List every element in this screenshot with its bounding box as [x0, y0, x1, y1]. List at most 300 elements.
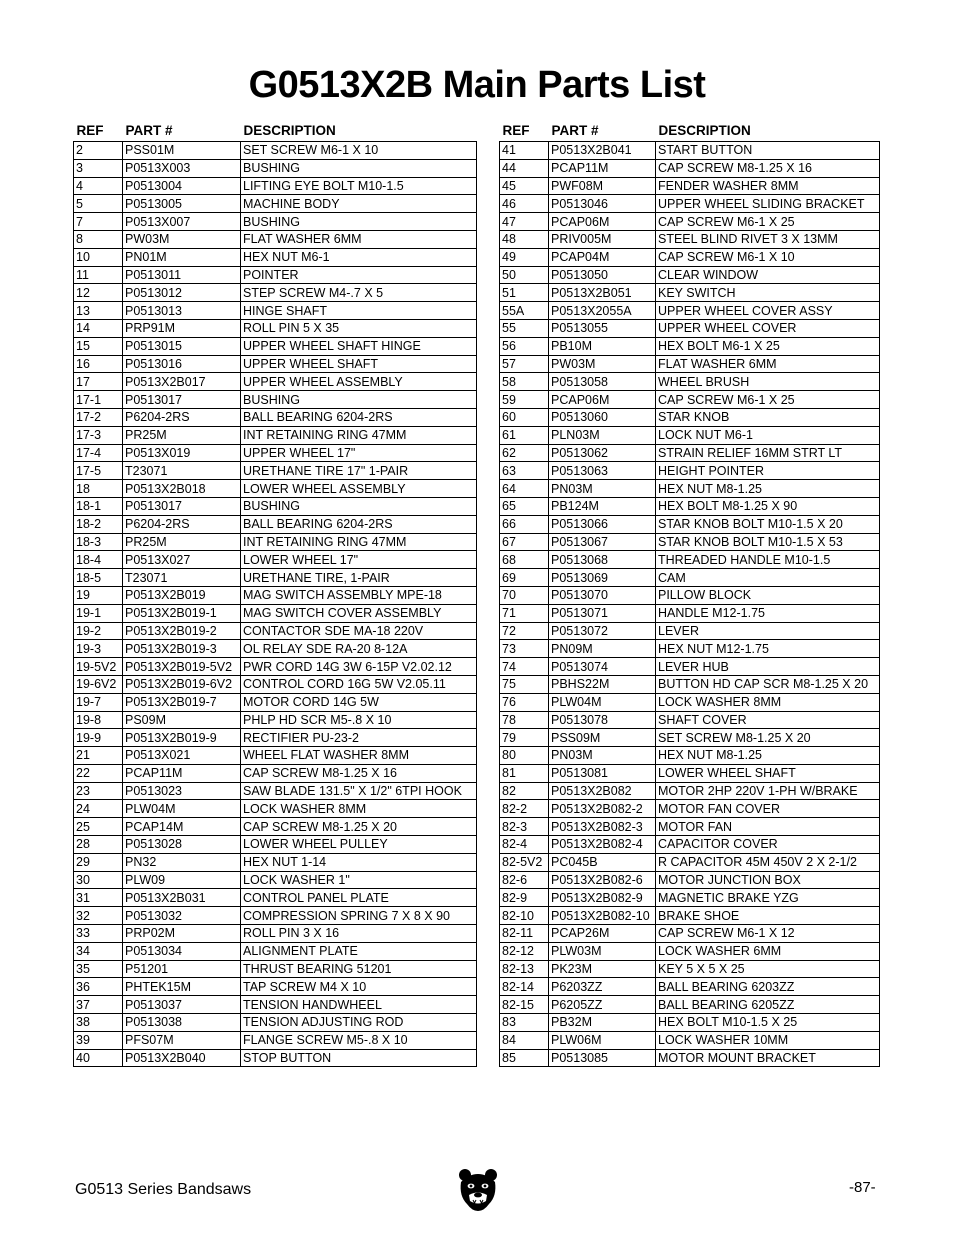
- part-number-cell: P0513X2B082-10: [549, 907, 656, 925]
- part-number-cell: P0513060: [549, 408, 656, 426]
- table-row: [74, 604, 477, 622]
- table-row: [74, 871, 477, 889]
- description-cell: HEX BOLT M6-1 X 25: [656, 337, 880, 355]
- part-number-cell: P0513066: [549, 515, 656, 533]
- description-cell: BALL BEARING 6204-2RS: [241, 408, 477, 426]
- ref-cell: 17-3: [74, 426, 123, 444]
- ref-cell: 55A: [500, 302, 549, 320]
- description-cell: HINGE SHAFT: [241, 302, 477, 320]
- table-row: [500, 996, 880, 1014]
- ref-cell: 29: [74, 853, 123, 871]
- page-title: G0513X2B Main Parts List: [248, 64, 706, 106]
- part-number-cell: PN32: [123, 853, 241, 871]
- part-number-cell: P6203ZZ: [549, 978, 656, 996]
- description-cell: CONTACTOR SDE MA-18 220V: [241, 622, 477, 640]
- part-number-cell: P0513023: [123, 782, 241, 800]
- description-cell: LOWER WHEEL PULLEY: [241, 836, 477, 854]
- ref-header: REF: [76, 123, 104, 138]
- table-row: [500, 711, 880, 729]
- part-number-cell: P0513X2B019-3: [123, 640, 241, 658]
- part-number-cell: P0513058: [549, 373, 656, 391]
- table-header-row: [74, 120, 477, 142]
- description-cell: R CAPACITOR 45M 450V 2 X 2-1/2: [656, 853, 880, 871]
- ref-cell: 37: [74, 996, 123, 1014]
- description-cell: BRAKE SHOE: [656, 907, 880, 925]
- ref-cell: 58: [500, 373, 549, 391]
- ref-cell: 84: [500, 1031, 549, 1049]
- table-row: [500, 586, 880, 604]
- description-cell: PHLP HD SCR M5-.8 X 10: [241, 711, 477, 729]
- part-number-cell: PN03M: [549, 747, 656, 765]
- ref-cell: 82-3: [500, 818, 549, 836]
- description-cell: THREADED HANDLE M10-1.5: [656, 551, 880, 569]
- part-number-header: PART #: [551, 123, 599, 138]
- part-number-cell: PHTEK15M: [123, 978, 241, 996]
- part-number-cell: P0513013: [123, 302, 241, 320]
- table-row: [500, 800, 880, 818]
- description-cell: LOCK WASHER 8MM: [656, 693, 880, 711]
- table-row: [74, 551, 477, 569]
- table-row: [500, 693, 880, 711]
- table-row: [500, 302, 880, 320]
- ref-cell: 78: [500, 711, 549, 729]
- description-cell: STOP BUTTON: [241, 1049, 477, 1067]
- ref-cell: 32: [74, 907, 123, 925]
- part-number-cell: P6204-2RS: [123, 515, 241, 533]
- description-cell: STAR KNOB BOLT M10-1.5 X 53: [656, 533, 880, 551]
- ref-cell: 61: [500, 426, 549, 444]
- part-number-cell: P6204-2RS: [123, 408, 241, 426]
- description-cell: URETHANE TIRE, 1-PAIR: [241, 569, 477, 587]
- part-number-cell: P0513046: [549, 195, 656, 213]
- table-row: [74, 586, 477, 604]
- part-number-cell: P0513X2B082-3: [549, 818, 656, 836]
- description-cell: LOCK WASHER 6MM: [656, 942, 880, 960]
- part-number-cell: P0513X2B082: [549, 782, 656, 800]
- part-number-cell: P51201: [123, 960, 241, 978]
- description-cell: OL RELAY SDE RA-20 8-12A: [241, 640, 477, 658]
- ref-cell: 11: [74, 266, 123, 284]
- part-number-cell: PCAP11M: [123, 764, 241, 782]
- ref-cell: 65: [500, 497, 549, 515]
- part-number-cell: P0513067: [549, 533, 656, 551]
- part-number-cell: PCAP06M: [549, 391, 656, 409]
- table-row: [74, 266, 477, 284]
- table-row: [500, 230, 880, 248]
- description-cell: LOCK WASHER 8MM: [241, 800, 477, 818]
- table-row: [74, 925, 477, 943]
- description-header: DESCRIPTION: [243, 123, 336, 138]
- ref-cell: 82-15: [500, 996, 549, 1014]
- table-row: [74, 284, 477, 302]
- part-number-cell: P0513X2B019-5V2: [123, 658, 241, 676]
- description-cell: HEIGHT POINTER: [656, 462, 880, 480]
- parts-table-right: [499, 120, 880, 1067]
- part-number-cell: P0513081: [549, 764, 656, 782]
- table-row: [500, 889, 880, 907]
- description-cell: CLEAR WINDOW: [656, 266, 880, 284]
- description-cell: BUSHING: [241, 391, 477, 409]
- table-row: [74, 497, 477, 515]
- table-row: [500, 675, 880, 693]
- ref-cell: 13: [74, 302, 123, 320]
- ref-cell: 22: [74, 764, 123, 782]
- description-cell: WHEEL BRUSH: [656, 373, 880, 391]
- description-cell: STEP SCREW M4-.7 X 5: [241, 284, 477, 302]
- ref-cell: 82-12: [500, 942, 549, 960]
- part-number-cell: PW03M: [123, 230, 241, 248]
- description-cell: ROLL PIN 3 X 16: [241, 925, 477, 943]
- description-cell: HEX BOLT M8-1.25 X 90: [656, 497, 880, 515]
- table-row: [74, 1049, 477, 1067]
- table-row: [500, 747, 880, 765]
- description-cell: CAP SCREW M6-1 X 12: [656, 925, 880, 943]
- description-cell: BUSHING: [241, 497, 477, 515]
- part-number-cell: P0513X2B019-7: [123, 693, 241, 711]
- ref-cell: 45: [500, 177, 549, 195]
- table-row: [500, 925, 880, 943]
- part-number-cell: P0513X003: [123, 159, 241, 177]
- ref-cell: 2: [74, 142, 123, 160]
- table-row: [500, 159, 880, 177]
- part-number-cell: PB124M: [549, 497, 656, 515]
- description-cell: SHAFT COVER: [656, 711, 880, 729]
- description-cell: BUTTON HD CAP SCR M8-1.25 X 20: [656, 675, 880, 693]
- ref-cell: 60: [500, 408, 549, 426]
- part-number-cell: PRIV005M: [549, 230, 656, 248]
- table-row: [500, 604, 880, 622]
- table-row: [500, 177, 880, 195]
- part-number-cell: PLW06M: [549, 1031, 656, 1049]
- table-row: [74, 622, 477, 640]
- ref-cell: 40: [74, 1049, 123, 1067]
- table-row: [500, 1049, 880, 1067]
- description-cell: POINTER: [241, 266, 477, 284]
- part-number-cell: P0513X2B019-9: [123, 729, 241, 747]
- ref-cell: 82-11: [500, 925, 549, 943]
- part-number-cell: P0513016: [123, 355, 241, 373]
- ref-cell: 68: [500, 551, 549, 569]
- description-cell: CAP SCREW M8-1.25 X 20: [241, 818, 477, 836]
- table-row: [500, 426, 880, 444]
- table-row: [74, 658, 477, 676]
- ref-cell: 19-1: [74, 604, 123, 622]
- table-row: [74, 480, 477, 498]
- table-row: [500, 515, 880, 533]
- part-number-cell: PLW04M: [549, 693, 656, 711]
- ref-cell: 35: [74, 960, 123, 978]
- ref-cell: 38: [74, 1014, 123, 1032]
- part-number-cell: P0513070: [549, 586, 656, 604]
- description-cell: URETHANE TIRE 17" 1-PAIR: [241, 462, 477, 480]
- description-cell: THRUST BEARING 51201: [241, 960, 477, 978]
- part-number-cell: PW03M: [549, 355, 656, 373]
- part-number-cell: P0513015: [123, 337, 241, 355]
- table-row: [500, 355, 880, 373]
- description-cell: TENSION ADJUSTING ROD: [241, 1014, 477, 1032]
- part-number-cell: P0513X007: [123, 213, 241, 231]
- part-number-cell: P0513050: [549, 266, 656, 284]
- description-cell: CAP SCREW M6-1 X 10: [656, 248, 880, 266]
- table-row: [74, 355, 477, 373]
- table-row: [74, 942, 477, 960]
- description-cell: LOWER WHEEL ASSEMBLY: [241, 480, 477, 498]
- table-row: [74, 960, 477, 978]
- ref-cell: 18-3: [74, 533, 123, 551]
- part-number-cell: P0513072: [549, 622, 656, 640]
- ref-cell: 18-2: [74, 515, 123, 533]
- part-number-cell: P0513X021: [123, 747, 241, 765]
- description-cell: BUSHING: [241, 159, 477, 177]
- description-cell: LEVER: [656, 622, 880, 640]
- ref-cell: 12: [74, 284, 123, 302]
- part-number-cell: PFS07M: [123, 1031, 241, 1049]
- table-row: [74, 675, 477, 693]
- description-cell: CAM: [656, 569, 880, 587]
- description-cell: TENSION HANDWHEEL: [241, 996, 477, 1014]
- ref-cell: 82-14: [500, 978, 549, 996]
- description-cell: MAGNETIC BRAKE YZG: [656, 889, 880, 907]
- description-cell: ALIGNMENT PLATE: [241, 942, 477, 960]
- part-number-cell: P0513069: [549, 569, 656, 587]
- part-number-cell: P0513005: [123, 195, 241, 213]
- ref-cell: 18-4: [74, 551, 123, 569]
- ref-header: REF: [502, 123, 530, 138]
- part-number-cell: P0513078: [549, 711, 656, 729]
- table-row: [500, 764, 880, 782]
- description-cell: CAP SCREW M8-1.25 X 16: [241, 764, 477, 782]
- table-row: [74, 836, 477, 854]
- ref-cell: 19: [74, 586, 123, 604]
- table-row: [74, 996, 477, 1014]
- table-row: [74, 195, 477, 213]
- description-cell: CAP SCREW M6-1 X 25: [656, 391, 880, 409]
- ref-cell: 73: [500, 640, 549, 658]
- description-cell: CAP SCREW M8-1.25 X 16: [656, 159, 880, 177]
- part-number-cell: P0513X2B019: [123, 586, 241, 604]
- ref-cell: 39: [74, 1031, 123, 1049]
- ref-cell: 81: [500, 764, 549, 782]
- part-number-cell: P0513017: [123, 497, 241, 515]
- table-row: [500, 818, 880, 836]
- description-cell: PILLOW BLOCK: [656, 586, 880, 604]
- description-cell: INT RETAINING RING 47MM: [241, 533, 477, 551]
- part-number-cell: PLW04M: [123, 800, 241, 818]
- table-row: [74, 533, 477, 551]
- description-cell: UPPER WHEEL COVER ASSY: [656, 302, 880, 320]
- description-cell: LIFTING EYE BOLT M10-1.5: [241, 177, 477, 195]
- table-row: [500, 729, 880, 747]
- ref-cell: 51: [500, 284, 549, 302]
- description-cell: LOCK NUT M6-1: [656, 426, 880, 444]
- description-cell: UPPER WHEEL ASSEMBLY: [241, 373, 477, 391]
- ref-cell: 75: [500, 675, 549, 693]
- ref-cell: 76: [500, 693, 549, 711]
- part-number-cell: PN09M: [549, 640, 656, 658]
- table-row: [74, 426, 477, 444]
- table-row: [74, 747, 477, 765]
- ref-cell: 79: [500, 729, 549, 747]
- description-cell: INT RETAINING RING 47MM: [241, 426, 477, 444]
- description-cell: SET SCREW M6-1 X 10: [241, 142, 477, 160]
- table-row: [74, 515, 477, 533]
- ref-cell: 19-9: [74, 729, 123, 747]
- part-number-cell: PCAP06M: [549, 213, 656, 231]
- description-cell: BUSHING: [241, 213, 477, 231]
- ref-cell: 17: [74, 373, 123, 391]
- part-number-cell: P6205ZZ: [549, 996, 656, 1014]
- description-cell: LOCK WASHER 1": [241, 871, 477, 889]
- ref-cell: 23: [74, 782, 123, 800]
- ref-cell: 72: [500, 622, 549, 640]
- table-row: [500, 213, 880, 231]
- description-cell: STRAIN RELIEF 16MM STRT LT: [656, 444, 880, 462]
- ref-cell: 48: [500, 230, 549, 248]
- ref-cell: 80: [500, 747, 549, 765]
- ref-cell: 50: [500, 266, 549, 284]
- ref-cell: 17-5: [74, 462, 123, 480]
- part-number-cell: PCAP04M: [549, 248, 656, 266]
- part-number-cell: PRP02M: [123, 925, 241, 943]
- table-row: [74, 1014, 477, 1032]
- table-row: [74, 248, 477, 266]
- table-row: [500, 836, 880, 854]
- part-number-cell: PR25M: [123, 426, 241, 444]
- table-row: [74, 782, 477, 800]
- table-row: [500, 497, 880, 515]
- description-cell: START BUTTON: [656, 142, 880, 160]
- table-row: [74, 230, 477, 248]
- ref-cell: 82-13: [500, 960, 549, 978]
- ref-cell: 17-4: [74, 444, 123, 462]
- table-row: [74, 462, 477, 480]
- table-row: [500, 622, 880, 640]
- table-row: [500, 1014, 880, 1032]
- description-cell: HEX NUT 1-14: [241, 853, 477, 871]
- ref-cell: 19-6V2: [74, 675, 123, 693]
- description-cell: MOTOR CORD 14G 5W: [241, 693, 477, 711]
- part-number-cell: PLN03M: [549, 426, 656, 444]
- ref-cell: 25: [74, 818, 123, 836]
- ref-cell: 34: [74, 942, 123, 960]
- ref-cell: 7: [74, 213, 123, 231]
- part-number-cell: P0513055: [549, 319, 656, 337]
- table-row: [500, 871, 880, 889]
- table-row: [500, 391, 880, 409]
- table-row: [500, 480, 880, 498]
- ref-cell: 47: [500, 213, 549, 231]
- part-number-header: PART #: [125, 123, 173, 138]
- part-number-cell: P0513X027: [123, 551, 241, 569]
- part-number-cell: PB32M: [549, 1014, 656, 1032]
- table-row: [74, 302, 477, 320]
- ref-cell: 49: [500, 248, 549, 266]
- part-number-cell: P0513X2B019-2: [123, 622, 241, 640]
- table-row: [500, 444, 880, 462]
- table-row: [74, 711, 477, 729]
- table-row: [500, 266, 880, 284]
- table-row: [500, 907, 880, 925]
- table-row: [500, 533, 880, 551]
- ref-cell: 46: [500, 195, 549, 213]
- description-cell: HEX NUT M8-1.25: [656, 747, 880, 765]
- description-cell: STAR KNOB BOLT M10-1.5 X 20: [656, 515, 880, 533]
- description-cell: LEVER HUB: [656, 658, 880, 676]
- description-cell: MAG SWITCH ASSEMBLY MPE-18: [241, 586, 477, 604]
- ref-cell: 28: [74, 836, 123, 854]
- table-row: [74, 729, 477, 747]
- part-number-cell: P0513004: [123, 177, 241, 195]
- page-number: -87-: [849, 1179, 876, 1196]
- ref-cell: 19-8: [74, 711, 123, 729]
- table-row: [74, 800, 477, 818]
- table-row: [500, 408, 880, 426]
- description-cell: HEX NUT M6-1: [241, 248, 477, 266]
- part-number-cell: P0513X2B017: [123, 373, 241, 391]
- description-cell: CONTROL CORD 16G 5W V2.05.11: [241, 675, 477, 693]
- part-number-cell: P0513037: [123, 996, 241, 1014]
- table-row: [74, 337, 477, 355]
- description-cell: ROLL PIN 5 X 35: [241, 319, 477, 337]
- table-row: [500, 373, 880, 391]
- part-number-cell: PSS01M: [123, 142, 241, 160]
- description-cell: FLAT WASHER 6MM: [656, 355, 880, 373]
- part-number-cell: P0513028: [123, 836, 241, 854]
- part-number-cell: PC045B: [549, 853, 656, 871]
- ref-cell: 69: [500, 569, 549, 587]
- description-cell: RECTIFIER PU-23-2: [241, 729, 477, 747]
- description-cell: HEX NUT M8-1.25: [656, 480, 880, 498]
- bear-head-logo-icon: [457, 1168, 499, 1212]
- description-cell: PWR CORD 14G 3W 6-15P V2.02.12: [241, 658, 477, 676]
- description-cell: FLANGE SCREW M5-.8 X 10: [241, 1031, 477, 1049]
- description-cell: CAPACITOR COVER: [656, 836, 880, 854]
- ref-cell: 15: [74, 337, 123, 355]
- part-number-cell: P0513X2B019-6V2: [123, 675, 241, 693]
- description-cell: FENDER WASHER 8MM: [656, 177, 880, 195]
- description-cell: MOTOR JUNCTION BOX: [656, 871, 880, 889]
- table-row: [74, 319, 477, 337]
- part-number-cell: P0513X2B082-4: [549, 836, 656, 854]
- ref-cell: 64: [500, 480, 549, 498]
- description-cell: LOWER WHEEL SHAFT: [656, 764, 880, 782]
- ref-cell: 71: [500, 604, 549, 622]
- parts-table-right-body: [500, 142, 880, 1067]
- ref-cell: 17-1: [74, 391, 123, 409]
- ref-cell: 82-4: [500, 836, 549, 854]
- table-row: [500, 640, 880, 658]
- parts-table-left: [73, 120, 477, 1067]
- table-row: [500, 978, 880, 996]
- table-row: [74, 907, 477, 925]
- footer-series-name: G0513 Series Bandsaws: [75, 1181, 252, 1198]
- part-number-cell: P0513034: [123, 942, 241, 960]
- table-row: [74, 853, 477, 871]
- part-number-cell: P0513011: [123, 266, 241, 284]
- table-row: [500, 462, 880, 480]
- part-number-cell: PK23M: [549, 960, 656, 978]
- table-row: [500, 1031, 880, 1049]
- parts-table-left-body: [74, 142, 477, 1067]
- ref-cell: 62: [500, 444, 549, 462]
- table-row: [74, 391, 477, 409]
- description-header: DESCRIPTION: [658, 123, 751, 138]
- part-number-cell: PLW09: [123, 871, 241, 889]
- table-row: [74, 764, 477, 782]
- ref-cell: 10: [74, 248, 123, 266]
- description-cell: MOTOR 2HP 220V 1-PH W/BRAKE: [656, 782, 880, 800]
- part-number-cell: P0513063: [549, 462, 656, 480]
